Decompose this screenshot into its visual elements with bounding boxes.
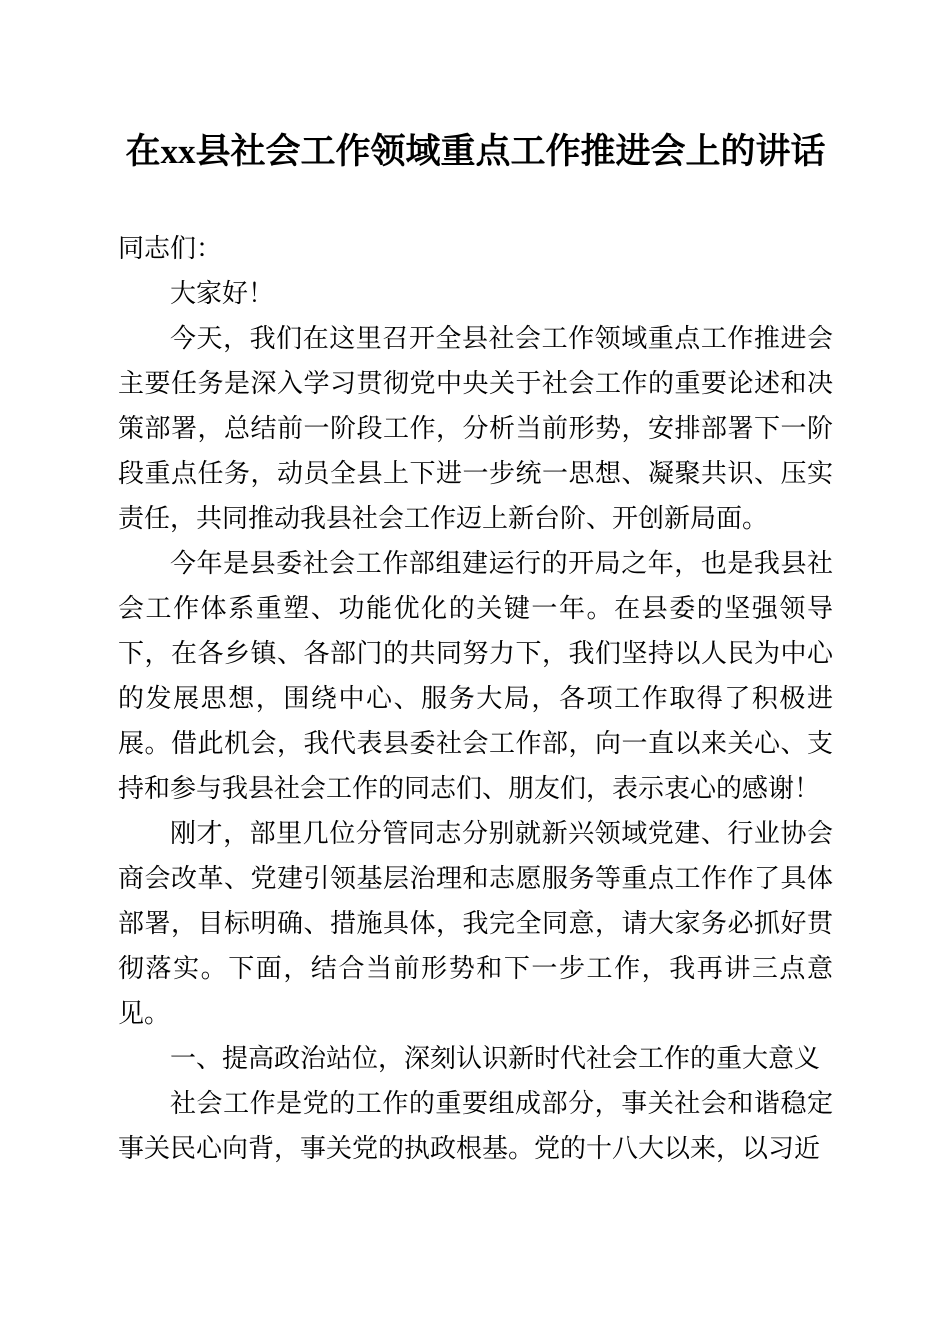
document-title: 在xx县社会工作领域重点工作推进会上的讲话: [125, 132, 826, 171]
deployment-paragraph: 刚才，部里几位分管同志分别就新兴领域党建、行业协会商会改革、党建引领基层治理和志愿服务等重点工作作了具体部署，目标明确、措施具体，我完全同意，请大家务必抓好贯彻落实。下面，结合当前形势和下一步工作，我再讲三点意见。: [118, 819, 833, 1028]
greeting-paragraph: 大家好！: [170, 279, 275, 308]
intro-paragraph: 今天，我们在这里召开全县社会工作领域重点工作推进会主要任务是深入学习贯彻党中央关于社会工作的重要论述和决策部署，总结前一阶段工作，分析当前形势，安排部署下一阶段重点任务，动员全县上下进一步统一思想、凝聚共识、压实责任，共同推动我县社会工作迈上新台阶、开创新局面。: [118, 324, 833, 533]
section-heading-1: 一、提高政治站位，深刻认识新时代社会工作的重大意义: [170, 1044, 821, 1073]
section-1-paragraph: 社会工作是党的工作的重要组成部分，事关社会和谐稳定事关民心向背，事关党的执政根基。党的十八大以来，以习近: [118, 1089, 833, 1163]
salutation-line: 同志们：: [118, 234, 223, 263]
document-body: [118, 226, 833, 1171]
review-paragraph: 今年是县委社会工作部组建运行的开局之年，也是我县社会工作体系重塑、功能优化的关键一年。在县委的坚强领导下，在各乡镇、各部门的共同努力下，我们坚持以人民为中心的发展思想，围绕中心、服务大局，各项工作取得了积极进展。借此机会，我代表县委社会工作部，向一直以来关心、支持和参与我县社会工作的同志们、朋友们，表示衷心的感谢！: [118, 549, 833, 803]
